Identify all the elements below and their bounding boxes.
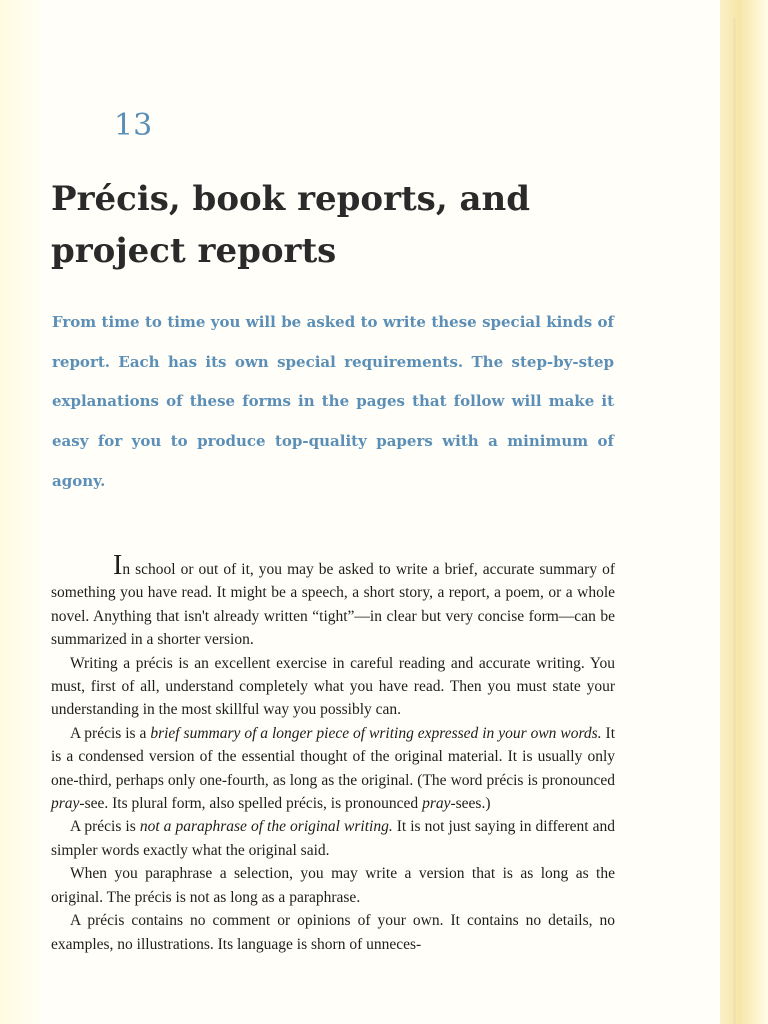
page-left-margin — [0, 0, 40, 1024]
paragraph-6: A précis contains no comment or opinions of your own. It contains no details, no examples, no illustrations. Its language is shorn of unneces- — [51, 912, 615, 953]
drop-cap: I — [113, 550, 123, 581]
page-binding-edge — [720, 0, 768, 1024]
binding-line — [733, 18, 736, 1024]
paragraph-1: In school or out of it, you may be asked to write a brief, accurate summary of something you have read. It might be a speech, a short story, a report, a poem, or a whole novel. Anything that isn't already written “tight”—in clear but very concise form—can be summarized in a shorter version. — [51, 550, 615, 649]
paragraph-5: When you paraphrase a selection, you may write a version that is as long as the original. The précis is not as long as a paraphrase. — [51, 865, 615, 906]
chapter-title: Précis, book reports, and project reports — [51, 179, 531, 271]
body-text — [51, 550, 616, 956]
chapter-intro: From time to time you will be asked to write these special kinds of report. Each has its own special requirements. The step-by-step explanations of these forms in the pages that follow will make it easy for you to produce top-quality papers with a minimum of agony. — [52, 313, 614, 490]
paragraph-4: A précis is not a paraphrase of the original writing. It is not just saying in different and simpler words exactly what the original said. — [51, 818, 616, 859]
paragraph-2: Writing a précis is an excellent exercise in careful reading and accurate writing. You must, first of all, understand completely what you have read. Then you must state your understanding in the most skillful way you possibly can. — [51, 654, 615, 719]
paragraph-3: A précis is a brief summary of a longer piece of writing expressed in your own words. It is a condensed version of the essential thought of the original material. It is usually only one-third, perhaps only one-fourth, as long as the original. (The word précis is pronounced pray-see. Its plural form, also spelled précis, is pronounced pray-sees.) — [51, 724, 616, 813]
chapter-number: 13 — [114, 108, 153, 143]
